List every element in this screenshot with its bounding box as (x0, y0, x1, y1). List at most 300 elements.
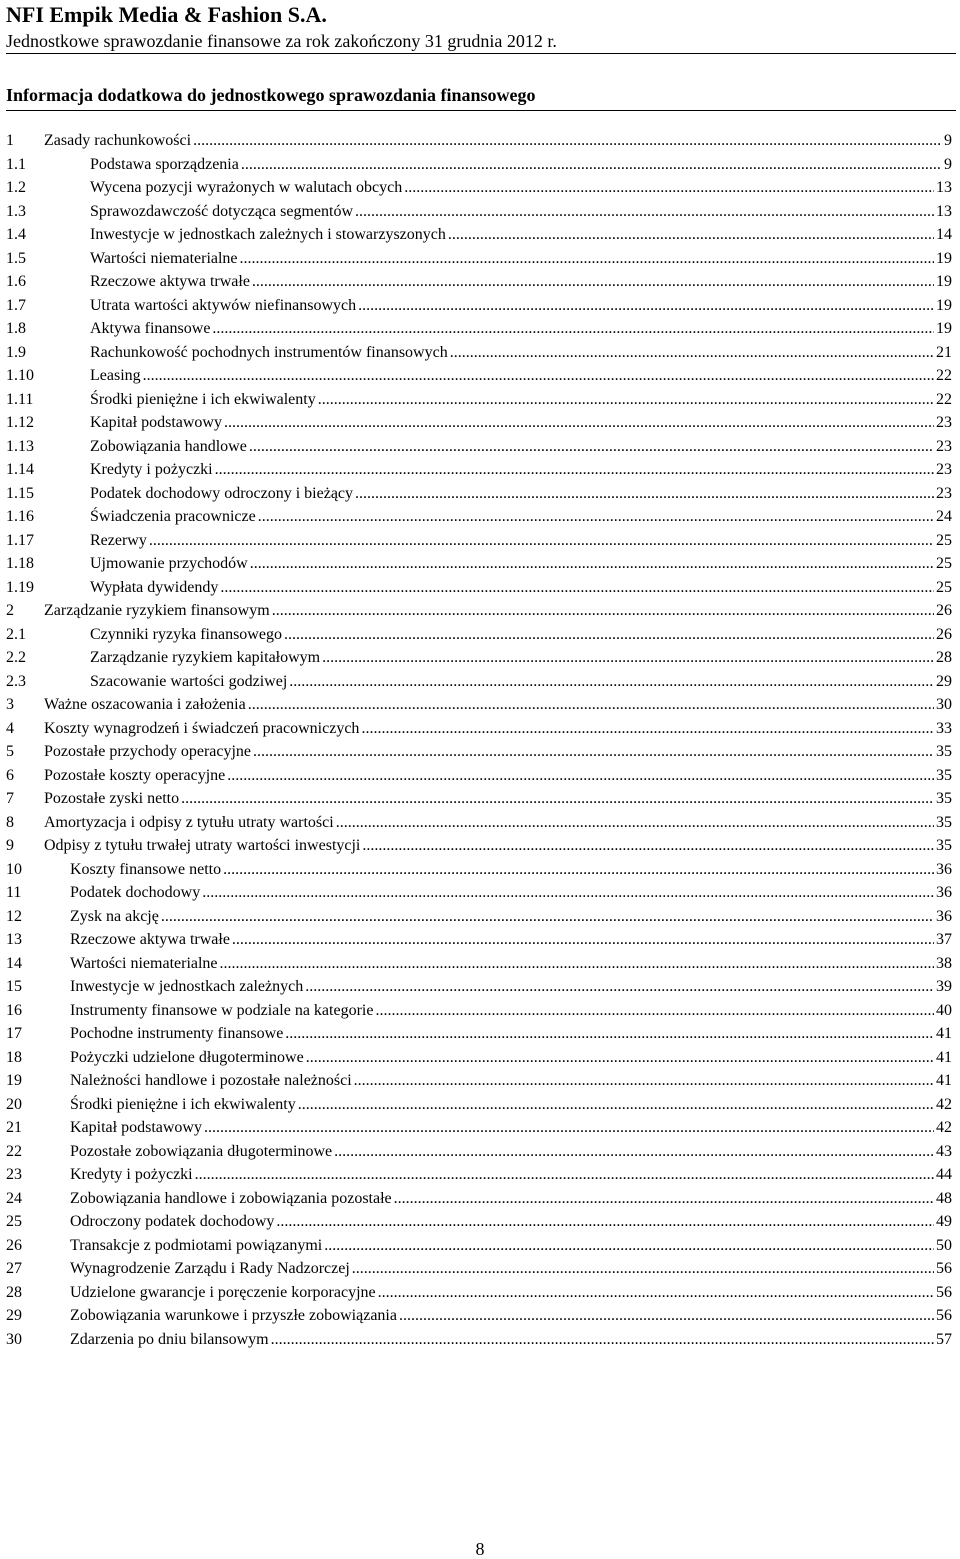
toc-entry-label: Odpisy z tytułu trwałej utraty wartości inwestycji (44, 835, 362, 857)
toc-entry-page: 25 (936, 531, 952, 549)
toc-entry[interactable] (6, 882, 952, 904)
toc-entry-label: Podstawa sporządzenia (90, 154, 241, 176)
toc-entry-body (70, 1329, 952, 1351)
toc-entry-label: Odroczony podatek dochodowy (70, 1211, 276, 1233)
dot-leader (375, 1000, 934, 1022)
toc-entry-body (44, 130, 952, 152)
dot-leader (322, 647, 934, 669)
toc-entry-body (44, 718, 952, 740)
toc-entry-body (70, 1094, 952, 1116)
toc-entry[interactable] (6, 177, 952, 199)
toc-entry-label: Zarządzanie ryzykiem kapitałowym (90, 647, 322, 669)
toc-entry-label: Zobowiązania handlowe i zobowiązania pozostałe (70, 1188, 394, 1210)
toc-entry-page: 22 (936, 390, 952, 408)
dot-leader (204, 1117, 934, 1139)
toc-entry[interactable] (6, 1023, 952, 1045)
toc-entry-page: 41 (936, 1072, 952, 1089)
toc-entry[interactable] (6, 1141, 952, 1163)
toc-entry-body (90, 154, 952, 176)
toc-entry-page: 25 (936, 555, 952, 572)
toc-entry-body (90, 436, 952, 458)
dot-leader (143, 365, 934, 387)
toc-entry-page: 35 (936, 766, 952, 784)
toc-entry-number: 27 (6, 1260, 22, 1277)
toc-entry[interactable] (6, 694, 952, 716)
dot-leader (161, 906, 934, 928)
dot-leader (223, 859, 934, 881)
toc-entry-label: Pozostałe zobowiązania długoterminowe (70, 1141, 334, 1163)
toc-entry-page: 38 (936, 954, 952, 972)
toc-entry-body (90, 318, 952, 340)
toc-entry[interactable] (6, 647, 952, 669)
toc-entry-label: Utrata wartości aktywów niefinansowych (90, 295, 358, 317)
dot-leader (306, 1047, 934, 1069)
toc-entry-body (70, 929, 952, 951)
dot-leader (399, 1305, 934, 1327)
toc-entry-body (90, 577, 952, 599)
toc-entry-page: 35 (936, 790, 952, 807)
toc-entry-page: 19 (936, 249, 952, 267)
dot-leader (220, 577, 934, 599)
toc-entry-body (70, 1235, 952, 1257)
toc-entry-number: 2.2 (6, 649, 26, 666)
toc-entry[interactable] (6, 1282, 952, 1304)
toc-entry[interactable] (6, 1070, 952, 1092)
toc-entry-body (70, 1211, 952, 1233)
toc-entry-body (70, 1164, 952, 1186)
toc-entry-body (90, 671, 952, 693)
toc-entry-body (90, 177, 952, 199)
dot-leader (284, 624, 934, 646)
toc-entry[interactable] (6, 1117, 952, 1139)
dot-leader (248, 694, 934, 716)
toc-entry-page: 26 (936, 602, 952, 619)
toc-entry-label: Wartości niematerialne (90, 248, 240, 270)
toc-entry-number: 1.8 (6, 320, 26, 337)
toc-entry[interactable] (6, 1164, 952, 1186)
toc-entry-number: 1.3 (6, 202, 26, 220)
toc-entry-label: Kapitał podstawowy (90, 412, 224, 434)
toc-entry[interactable] (6, 600, 952, 622)
toc-entry-body (70, 906, 952, 928)
toc-entry-number: 1.4 (6, 226, 26, 243)
toc-entry-page: 23 (936, 461, 952, 478)
dot-leader (355, 201, 934, 223)
toc-entry[interactable] (6, 835, 952, 857)
dot-leader (253, 741, 934, 763)
toc-entry-page: 42 (936, 1095, 952, 1113)
toc-entry-number: 29 (6, 1307, 22, 1324)
toc-entry-page: 50 (936, 1236, 952, 1254)
toc-entry-number: 1.14 (6, 461, 34, 478)
toc-entry-body (70, 953, 952, 975)
toc-entry-number: 1.16 (6, 508, 34, 525)
toc-entry-label: Kapitał podstawowy (70, 1117, 204, 1139)
toc-entry-body (70, 859, 952, 881)
toc-entry-number: 1.5 (6, 249, 26, 267)
toc-entry-number: 6 (6, 766, 14, 784)
dot-leader (285, 1023, 934, 1045)
dot-leader (241, 154, 942, 176)
toc-entry-body (90, 342, 952, 364)
toc-entry[interactable] (6, 130, 952, 152)
toc-entry-body (90, 624, 952, 646)
toc-entry-body (90, 459, 952, 481)
toc-entry-page: 56 (936, 1307, 952, 1324)
toc-entry-label: Pozostałe koszty operacyjne (44, 765, 227, 787)
toc-entry-body (44, 741, 952, 763)
toc-entry[interactable] (6, 577, 952, 599)
toc-entry-page: 43 (936, 1142, 952, 1160)
dot-leader (193, 130, 942, 152)
toc-entry-body (70, 1047, 952, 1069)
toc-entry-number: 3 (6, 696, 14, 713)
toc-entry-number: 1.13 (6, 437, 34, 455)
toc-entry-page: 26 (936, 625, 952, 643)
toc-entry-number: 26 (6, 1236, 22, 1254)
dot-leader (252, 271, 934, 293)
dot-leader (212, 318, 934, 340)
toc-entry-body (44, 812, 952, 834)
toc-entry-number: 13 (6, 931, 22, 948)
toc-entry-number: 1.7 (6, 296, 26, 314)
toc-entry-page: 23 (936, 414, 952, 431)
page-number: 8 (475, 1539, 485, 1559)
toc-entry-number: 1.17 (6, 531, 34, 549)
toc-entry-body (70, 1070, 952, 1092)
toc-entry-page: 14 (936, 226, 952, 243)
toc-entry-label: Sprawozdawczość dotycząca segmentów (90, 201, 355, 223)
toc-entry-number: 11 (6, 884, 22, 901)
toc-entry-body (70, 1023, 952, 1045)
toc-entry-number: 15 (6, 978, 22, 995)
dot-leader (250, 553, 934, 575)
toc-entry-label: Zasady rachunkowości (44, 130, 193, 152)
toc-entry[interactable] (6, 788, 952, 810)
toc-entry-label: Transakcje z podmiotami powiązanymi (70, 1235, 324, 1257)
toc-entry-number: 2 (6, 602, 14, 619)
toc-entry[interactable] (6, 201, 952, 223)
toc-entry-number: 24 (6, 1189, 22, 1207)
toc-entry-page: 24 (936, 508, 952, 525)
dot-leader (354, 1070, 934, 1092)
toc-entry-number: 1.2 (6, 179, 26, 196)
toc-entry-label: Należności handlowe i pozostałe należności (70, 1070, 354, 1092)
toc-entry-page: 44 (936, 1166, 952, 1183)
toc-entry-body (90, 224, 952, 246)
toc-entry[interactable] (6, 1188, 952, 1210)
toc-entry-body (70, 882, 952, 904)
dot-leader (202, 882, 934, 904)
dot-leader (355, 483, 934, 505)
toc-entry[interactable] (6, 459, 952, 481)
toc-entry[interactable] (6, 1094, 952, 1116)
toc-entry[interactable] (6, 1329, 952, 1351)
toc-entry-number: 1.6 (6, 273, 26, 290)
toc-entry-page: 33 (936, 719, 952, 737)
dot-leader (324, 1235, 934, 1257)
toc-entry-page: 37 (936, 931, 952, 948)
toc-entry-body (90, 506, 952, 528)
toc-entry-body (70, 1258, 952, 1280)
toc-entry-label: Pożyczki udzielone długoterminowe (70, 1047, 306, 1069)
toc-entry[interactable] (6, 1047, 952, 1069)
toc-entry[interactable] (6, 765, 952, 787)
toc-entry-body (70, 1305, 952, 1327)
toc-entry-label: Rzeczowe aktywa trwałe (70, 929, 232, 951)
toc-entry-number: 1.15 (6, 484, 34, 502)
toc-entry-number: 1 (6, 132, 14, 149)
toc-entry-page: 41 (936, 1048, 952, 1066)
toc-entry-label: Zobowiązania warunkowe i przyszłe zobowiązania (70, 1305, 399, 1327)
toc-entry-label: Zarządzanie ryzykiem finansowym (44, 600, 272, 622)
toc-entry-number: 30 (6, 1330, 22, 1348)
toc-entry-page: 23 (936, 484, 952, 502)
toc-entry-body (44, 600, 952, 622)
dot-leader (249, 436, 934, 458)
toc-entry[interactable] (6, 271, 952, 293)
toc-entry-label: Zdarzenia po dniu bilansowym (70, 1329, 271, 1351)
toc-entry-page: 13 (936, 202, 952, 220)
toc-entry[interactable] (6, 295, 952, 317)
toc-entry[interactable] (6, 530, 952, 552)
toc-entry-label: Aktywa finansowe (90, 318, 212, 340)
toc-entry-label: Koszty finansowe netto (70, 859, 223, 881)
toc-entry[interactable] (6, 859, 952, 881)
toc-entry[interactable] (6, 483, 952, 505)
toc-entry-page: 30 (936, 696, 952, 713)
toc-entry-page: 13 (936, 179, 952, 196)
toc-entry-number: 1.18 (6, 555, 34, 572)
toc-entry-body (90, 365, 952, 387)
toc-entry-page: 19 (936, 273, 952, 290)
toc-entry[interactable] (6, 1305, 952, 1327)
toc-entry-number: 18 (6, 1048, 22, 1066)
toc-entry-number: 1.11 (6, 390, 34, 408)
toc-entry[interactable] (6, 812, 952, 834)
toc-entry[interactable] (6, 671, 952, 693)
toc-entry-label: Kredyty i pożyczki (70, 1164, 195, 1186)
toc-entry[interactable] (6, 718, 952, 740)
toc-entry-label: Wartości niematerialne (70, 953, 220, 975)
toc-entry-page: 41 (936, 1025, 952, 1042)
toc-entry[interactable] (6, 906, 952, 928)
toc-entry-page: 25 (936, 578, 952, 596)
toc-entry-body (70, 976, 952, 998)
toc-entry[interactable] (6, 224, 952, 246)
dot-leader (271, 1329, 934, 1351)
toc-entry[interactable] (6, 248, 952, 270)
toc-entry-page: 28 (936, 649, 952, 666)
dot-leader (220, 953, 934, 975)
toc-entry-number: 21 (6, 1119, 22, 1136)
dot-leader (318, 389, 934, 411)
toc-entry-page: 48 (936, 1189, 952, 1207)
toc-entry-number: 10 (6, 860, 22, 878)
toc-entry-page: 19 (936, 320, 952, 337)
dot-leader (215, 459, 934, 481)
dot-leader (358, 295, 934, 317)
toc-entry-page: 56 (936, 1283, 952, 1301)
toc-entry-body (70, 1000, 952, 1022)
dot-leader (298, 1094, 934, 1116)
toc-entry-body (44, 694, 952, 716)
toc-entry-label: Środki pieniężne i ich ekwiwalenty (90, 389, 318, 411)
toc-entry-label: Pochodne instrumenty finansowe (70, 1023, 285, 1045)
toc-entry-label: Świadczenia pracownicze (90, 506, 258, 528)
toc-entry-number: 1.12 (6, 414, 34, 431)
dot-leader (378, 1282, 934, 1304)
toc-entry-page: 57 (936, 1330, 952, 1348)
toc-entry-body (90, 201, 952, 223)
toc-entry-label: Ujmowanie przychodów (90, 553, 250, 575)
toc-entry-number: 17 (6, 1025, 22, 1042)
dot-leader (240, 248, 934, 270)
toc-entry[interactable] (6, 365, 952, 387)
toc-entry[interactable] (6, 436, 952, 458)
dot-leader (334, 1141, 934, 1163)
toc-entry-number: 1.9 (6, 343, 26, 361)
toc-entry-number: 20 (6, 1095, 22, 1113)
toc-entry[interactable] (6, 976, 952, 998)
toc-entry[interactable] (6, 1000, 952, 1022)
toc-entry-number: 22 (6, 1142, 22, 1160)
dot-leader (232, 929, 934, 951)
toc-entry-body (90, 412, 952, 434)
toc-entry-page: 23 (936, 437, 952, 455)
toc-entry-number: 9 (6, 837, 14, 854)
toc-entry[interactable] (6, 506, 952, 528)
toc-entry-page: 36 (936, 884, 952, 901)
dot-leader (448, 224, 934, 246)
toc-entry[interactable] (6, 389, 952, 411)
toc-entry-number: 7 (6, 790, 14, 807)
toc-entry[interactable] (6, 553, 952, 575)
report-subtitle: Jednostkowe sprawozdanie finansowe za rok zakończony 31 grudnia 2012 r. (6, 31, 557, 51)
toc-entry-label: Rzeczowe aktywa trwałe (90, 271, 252, 293)
toc-entry-label: Szacowanie wartości godziwej (90, 671, 289, 693)
dot-leader (227, 765, 934, 787)
toc-entry-body (90, 647, 952, 669)
company-name: NFI Empik Media & Fashion S.A. (6, 2, 327, 27)
dot-leader (336, 812, 934, 834)
dot-leader (352, 1258, 934, 1280)
toc-entry-label: Podatek dochodowy (70, 882, 202, 904)
toc-entry-label: Pozostałe przychody operacyjne (44, 741, 253, 763)
toc-entry-label: Inwestycje w jednostkach zależnych i stowarzyszonych (90, 224, 448, 246)
toc-entry-page: 35 (936, 837, 952, 854)
toc-entry-number: 2.3 (6, 672, 26, 690)
toc-entry[interactable] (6, 318, 952, 340)
toc-entry[interactable] (6, 624, 952, 646)
toc-entry-page: 21 (936, 343, 952, 361)
dot-leader (272, 600, 934, 622)
toc-entry-label: Zysk na akcję (70, 906, 161, 928)
toc-entry-page: 9 (944, 155, 952, 173)
toc-entry-label: Wynagrodzenie Zarządu i Rady Nadzorczej (70, 1258, 352, 1280)
toc-entry[interactable] (6, 1235, 952, 1257)
toc-entry[interactable] (6, 953, 952, 975)
toc-entry-number: 25 (6, 1213, 22, 1230)
toc-entry[interactable] (6, 1211, 952, 1233)
toc-entry-body (90, 389, 952, 411)
toc-entry-body (44, 765, 952, 787)
toc-entry[interactable] (6, 154, 952, 176)
toc-entry[interactable] (6, 1258, 952, 1280)
toc-entry-number: 1.10 (6, 367, 34, 384)
toc-entry-number: 16 (6, 1001, 22, 1019)
toc-entry-number: 2.1 (6, 625, 26, 643)
toc-entry[interactable] (6, 342, 952, 364)
dot-leader (195, 1164, 934, 1186)
section-divider (6, 110, 956, 111)
toc-entry[interactable] (6, 929, 952, 951)
toc-entry-number: 4 (6, 719, 14, 737)
toc-entry-number: 8 (6, 813, 14, 831)
toc-entry-body (90, 530, 952, 552)
toc-entry-label: Kredyty i pożyczki (90, 459, 215, 481)
toc-entry-page: 9 (944, 132, 952, 149)
dot-leader (361, 718, 934, 740)
toc-entry-label: Rezerwy (90, 530, 149, 552)
dot-leader (305, 976, 934, 998)
toc-entry-label: Środki pieniężne i ich ekwiwalenty (70, 1094, 298, 1116)
toc-entry-label: Czynniki ryzyka finansowego (90, 624, 284, 646)
toc-entry-number: 28 (6, 1283, 22, 1301)
toc-entry-page: 29 (936, 672, 952, 690)
toc-entry-number: 12 (6, 907, 22, 925)
toc-entry-label: Amortyzacja i odpisy z tytułu utraty wartości (44, 812, 336, 834)
dot-leader (450, 342, 934, 364)
section-title: Informacja dodatkowa do jednostkowego sprawozdania finansowego (6, 85, 536, 105)
dot-leader (404, 177, 934, 199)
toc-entry-body (70, 1141, 952, 1163)
toc-entry-body (70, 1282, 952, 1304)
dot-leader (289, 671, 934, 693)
toc-entry-number: 1.19 (6, 578, 34, 596)
dot-leader (258, 506, 934, 528)
toc-entry-label: Wypłata dywidendy (90, 577, 220, 599)
toc-entry-body (90, 553, 952, 575)
toc-entry-body (90, 271, 952, 293)
toc-entry-label: Podatek dochodowy odroczony i bieżący (90, 483, 355, 505)
toc-entry-body (90, 248, 952, 270)
toc-entry-page: 35 (936, 813, 952, 831)
toc-entry-page: 56 (936, 1260, 952, 1277)
header-divider (6, 53, 956, 54)
dot-leader (224, 412, 934, 434)
toc-entry-page: 36 (936, 907, 952, 925)
dot-leader (362, 835, 934, 857)
toc-entry-label: Rachunkowość pochodnych instrumentów finansowych (90, 342, 450, 364)
toc-entry-body (70, 1188, 952, 1210)
toc-entry-label: Leasing (90, 365, 143, 387)
toc-entry-label: Pozostałe zyski netto (44, 788, 181, 810)
toc-entry-label: Ważne oszacowania i założenia (44, 694, 248, 716)
toc-entry-page: 49 (936, 1213, 952, 1230)
toc-entry[interactable] (6, 741, 952, 763)
toc-entry-label: Koszty wynagrodzeń i świadczeń pracowniczych (44, 718, 361, 740)
toc-entry-page: 22 (936, 367, 952, 384)
dot-leader (181, 788, 934, 810)
toc-entry[interactable] (6, 412, 952, 434)
toc-entry-label: Udzielone gwarancje i poręczenie korporacyjne (70, 1282, 378, 1304)
toc-entry-label: Wycena pozycji wyrażonych w walutach obcych (90, 177, 404, 199)
toc-entry-page: 42 (936, 1119, 952, 1136)
toc-entry-body (70, 1117, 952, 1139)
toc-entry-page: 35 (936, 743, 952, 760)
toc-entry-body (90, 295, 952, 317)
